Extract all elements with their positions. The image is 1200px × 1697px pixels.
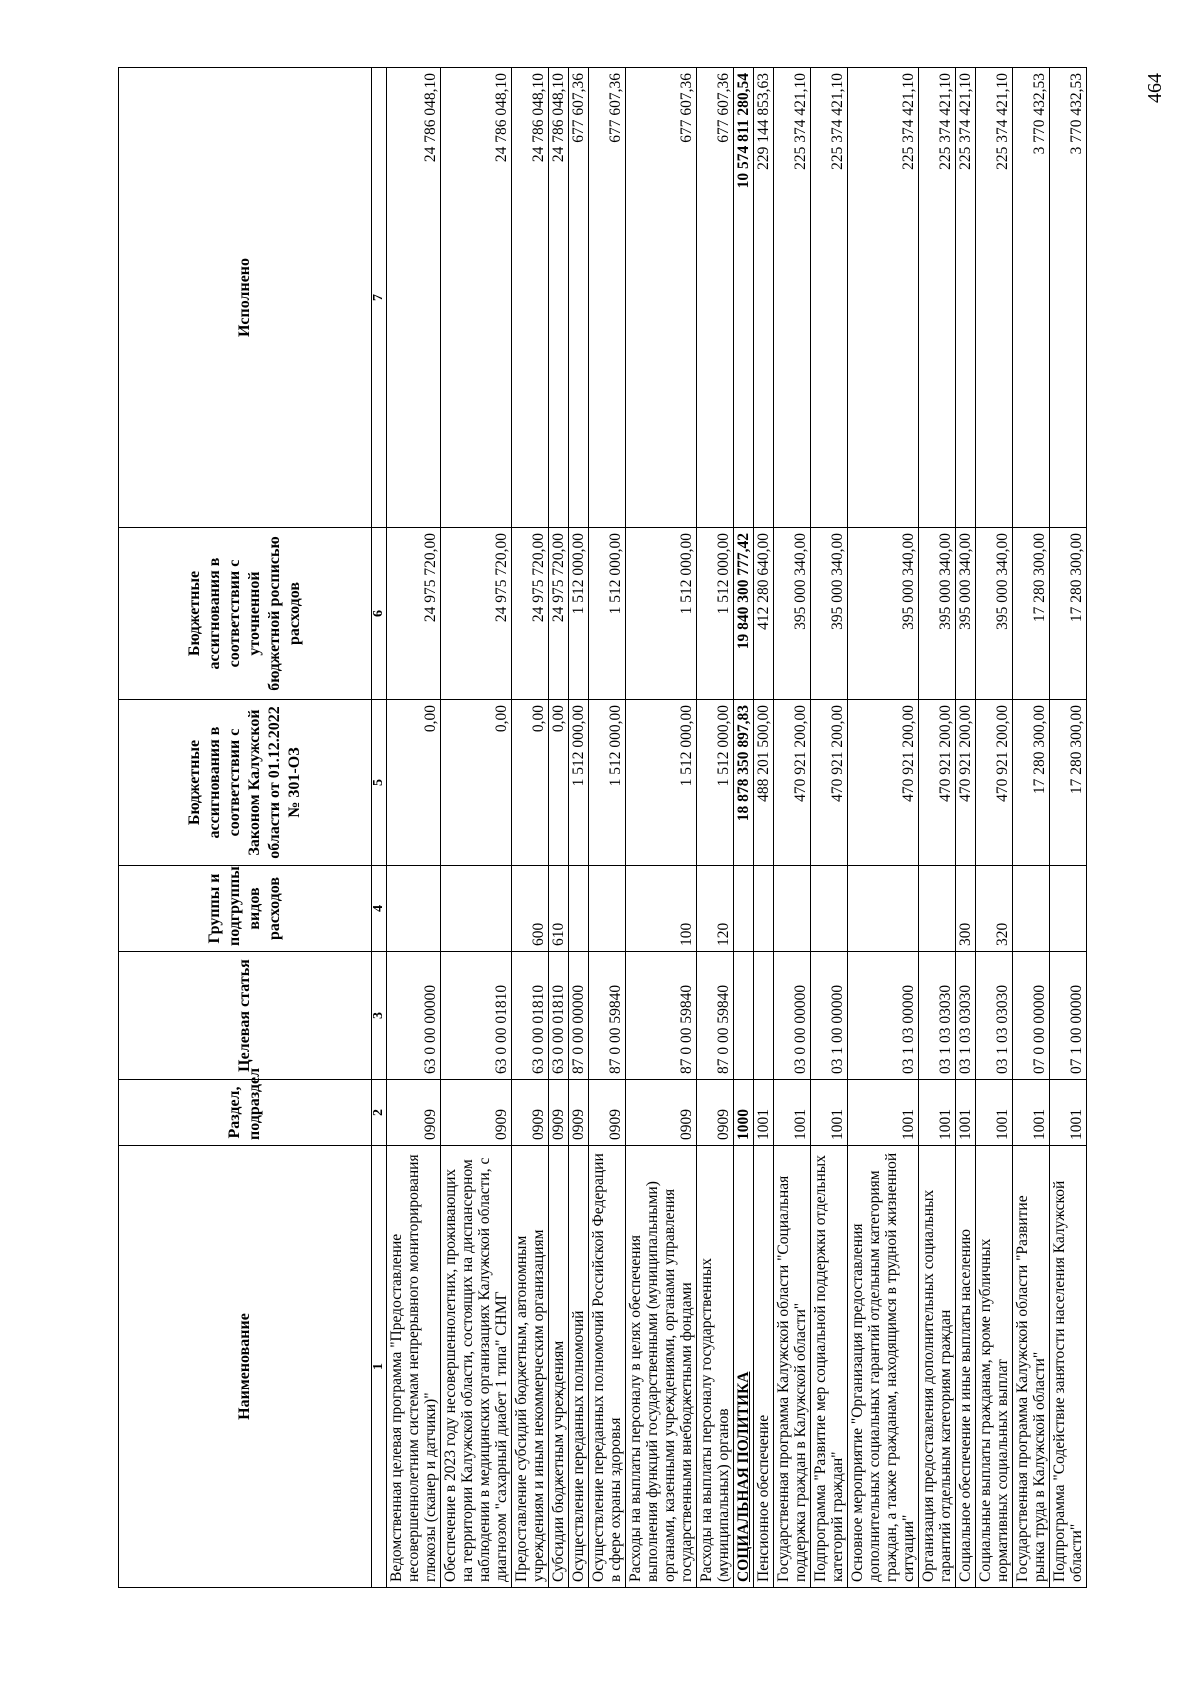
- table-row: [549, 68, 569, 1588]
- table-row: [1050, 68, 1087, 1588]
- row-expense-group: 120: [697, 866, 734, 952]
- row-name: Осуществление переданных полномочий: [569, 1146, 589, 1588]
- row-name: Расходы на выплаты персоналу государственных (муниципальных) органов: [697, 1146, 734, 1588]
- row-section: 1001: [919, 1080, 956, 1146]
- row-name: Государственная программа Калужской области "Социальная поддержка граждан в Калужской области": [774, 1146, 811, 1588]
- row-law-amount: 0,00: [387, 700, 441, 866]
- row-section: 1001: [848, 1080, 919, 1146]
- row-section: 1001: [754, 1080, 774, 1146]
- row-executed-amount: 677 607,36: [697, 68, 734, 528]
- page-number: 464: [1144, 73, 1166, 103]
- row-executed-amount: 3 770 432,53: [1013, 68, 1050, 528]
- row-plan-amount: 395 000 340,00: [848, 528, 919, 700]
- row-expense-group: [811, 866, 848, 952]
- row-executed-amount: 24 786 048,10: [512, 68, 549, 528]
- table-row: [811, 68, 848, 1588]
- row-executed-amount: 225 374 421,10: [976, 68, 1013, 528]
- budget-table: [118, 67, 1087, 1588]
- row-law-amount: 470 921 200,00: [811, 700, 848, 866]
- row-executed-amount: 225 374 421,10: [919, 68, 956, 528]
- row-expense-group: [387, 866, 441, 952]
- row-name: Осуществление переданных полномочий Российской Федерации в сфере охраны здоровья: [589, 1146, 626, 1588]
- row-name: Подпрограмма "Развитие мер социальной поддержки отдельных категорий граждан": [811, 1146, 848, 1588]
- table-row: [774, 68, 811, 1588]
- row-target-article: 03 1 03 03030: [976, 952, 1013, 1080]
- row-section: 0909: [512, 1080, 549, 1146]
- row-plan-amount: 24 975 720,00: [387, 528, 441, 700]
- row-expense-group: 320: [976, 866, 1013, 952]
- col-number: 6: [372, 528, 387, 700]
- row-target-article: 07 1 00 00000: [1050, 952, 1087, 1080]
- row-plan-amount: 395 000 340,00: [976, 528, 1013, 700]
- row-expense-group: [441, 866, 512, 952]
- col-header-name: Наименование: [119, 1146, 372, 1588]
- row-name: Пенсионное обеспечение: [754, 1146, 774, 1588]
- col-header-law: Бюджетные ассигнования в соответствии с Законом Калужской области от 01.12.2022 № 301-ОЗ: [119, 700, 372, 866]
- row-executed-amount: 225 374 421,10: [811, 68, 848, 528]
- row-section: 0909: [549, 1080, 569, 1146]
- row-plan-amount: 1 512 000,00: [697, 528, 734, 700]
- row-section: 1001: [1050, 1080, 1087, 1146]
- row-law-amount: 470 921 200,00: [956, 700, 976, 866]
- row-section: 0909: [387, 1080, 441, 1146]
- row-name: Субсидии бюджетным учреждениям: [549, 1146, 569, 1588]
- row-plan-amount: 1 512 000,00: [626, 528, 697, 700]
- row-law-amount: 470 921 200,00: [919, 700, 956, 866]
- row-name: Социальные выплаты гражданам, кроме публичных нормативных социальных выплат: [976, 1146, 1013, 1588]
- row-expense-group: [1013, 866, 1050, 952]
- row-section: 1001: [976, 1080, 1013, 1146]
- row-target-article: 03 1 03 00000: [848, 952, 919, 1080]
- row-law-amount: 470 921 200,00: [848, 700, 919, 866]
- row-name: Государственная программа Калужской области "Развитие рынка труда в Калужской области": [1013, 1146, 1050, 1588]
- row-plan-amount: 17 280 300,00: [1013, 528, 1050, 700]
- row-executed-amount: 225 374 421,10: [956, 68, 976, 528]
- col-header-section: Раздел, подраздел: [119, 1080, 372, 1146]
- row-name: Расходы на выплаты персоналу в целях обеспечения выполнения функций государственными (муниципальными) органами, казенными учреждениями, органами управления государственными внебюджетными фондами: [626, 1146, 697, 1588]
- row-name: Обеспечение в 2023 году несовершеннолетних, проживающих на территории Калужской области, состоящих на диспансерном наблюдении в медицинских организациях Калужской области, с диагнозом "сахарный диабет 1 типа" СНМГ: [441, 1146, 512, 1588]
- table-row: [626, 68, 697, 1588]
- row-section: 1001: [811, 1080, 848, 1146]
- row-target-article: 07 0 00 00000: [1013, 952, 1050, 1080]
- row-law-amount: 17 280 300,00: [1050, 700, 1087, 866]
- row-executed-amount: 677 607,36: [569, 68, 589, 528]
- row-section: 0909: [626, 1080, 697, 1146]
- row-executed-amount: 3 770 432,53: [1050, 68, 1087, 528]
- row-expense-group: 610: [549, 866, 569, 952]
- row-target-article: 63 0 00 01810: [549, 952, 569, 1080]
- col-number: 4: [372, 866, 387, 952]
- row-expense-group: [1050, 866, 1087, 952]
- row-plan-amount: 1 512 000,00: [589, 528, 626, 700]
- col-header-target: Целевая статья: [119, 952, 372, 1080]
- row-executed-amount: 677 607,36: [626, 68, 697, 528]
- col-number: 2: [372, 1080, 387, 1146]
- row-plan-amount: 19 840 300 777,42: [734, 528, 754, 700]
- row-name: Предоставление субсидий бюджетным, автономным учреждениям и иным некоммерческим организациям: [512, 1146, 549, 1588]
- col-number: 5: [372, 700, 387, 866]
- row-name: Основное мероприятие "Организация предоставления дополнительных социальных гарантий отдельным категориям граждан, а также гражданам, находящимся в трудной жизненной ситуации": [848, 1146, 919, 1588]
- row-name: Ведомственная целевая программа "Предоставление несовершеннолетним системам непрерывного мониторирования глюкозы (сканер и датчики)": [387, 1146, 441, 1588]
- table-row: [956, 68, 976, 1588]
- row-executed-amount: 677 607,36: [589, 68, 626, 528]
- table-row: [441, 68, 512, 1588]
- row-target-article: 87 0 00 59840: [626, 952, 697, 1080]
- row-section: 1001: [956, 1080, 976, 1146]
- row-target-article: 03 1 03 03030: [956, 952, 976, 1080]
- row-plan-amount: 412 280 640,00: [754, 528, 774, 700]
- row-plan-amount: 24 975 720,00: [512, 528, 549, 700]
- row-expense-group: 600: [512, 866, 549, 952]
- row-target-article: 03 0 00 00000: [774, 952, 811, 1080]
- col-number: 1: [372, 1146, 387, 1588]
- row-plan-amount: 395 000 340,00: [919, 528, 956, 700]
- table-row: [387, 68, 441, 1588]
- table-row: [569, 68, 589, 1588]
- col-header-group: Группы и подгруппы видов расходов: [119, 866, 372, 952]
- row-executed-amount: 24 786 048,10: [387, 68, 441, 528]
- row-expense-group: [919, 866, 956, 952]
- row-target-article: 87 0 00 59840: [589, 952, 626, 1080]
- budget-table-page: [118, 68, 1176, 1588]
- row-expense-group: 300: [956, 866, 976, 952]
- row-plan-amount: 24 975 720,00: [549, 528, 569, 700]
- table-header-row: [119, 68, 372, 1588]
- row-law-amount: 0,00: [512, 700, 549, 866]
- row-executed-amount: 225 374 421,10: [848, 68, 919, 528]
- row-target-article: 63 0 00 00000: [387, 952, 441, 1080]
- row-law-amount: 17 280 300,00: [1013, 700, 1050, 866]
- table-row: [1013, 68, 1050, 1588]
- row-law-amount: 470 921 200,00: [976, 700, 1013, 866]
- row-section: 1001: [1013, 1080, 1050, 1146]
- col-header-plan: Бюджетные ассигнования в соответствии с уточненной бюджетной росписью расходов: [119, 528, 372, 700]
- row-executed-amount: 24 786 048,10: [441, 68, 512, 528]
- row-name: Подпрограмма "Содействие занятости населения Калужской области": [1050, 1146, 1087, 1588]
- row-expense-group: [734, 866, 754, 952]
- row-section: 0909: [441, 1080, 512, 1146]
- row-target-article: 03 1 00 00000: [811, 952, 848, 1080]
- row-section: 0909: [697, 1080, 734, 1146]
- row-section: 1001: [774, 1080, 811, 1146]
- row-target-article: 03 1 03 03030: [919, 952, 956, 1080]
- row-expense-group: [589, 866, 626, 952]
- row-executed-amount: 24 786 048,10: [549, 68, 569, 528]
- row-plan-amount: 395 000 340,00: [774, 528, 811, 700]
- row-executed-amount: 225 374 421,10: [774, 68, 811, 528]
- row-target-article: [754, 952, 774, 1080]
- row-executed-amount: 10 574 811 280,54: [734, 68, 754, 528]
- row-expense-group: [848, 866, 919, 952]
- row-section: 0909: [569, 1080, 589, 1146]
- table-row: [697, 68, 734, 1588]
- table-row: [512, 68, 549, 1588]
- row-name: СОЦИАЛЬНАЯ ПОЛИТИКА: [734, 1146, 754, 1588]
- table-row: [589, 68, 626, 1588]
- row-plan-amount: 1 512 000,00: [569, 528, 589, 700]
- row-expense-group: 100: [626, 866, 697, 952]
- row-section: 0909: [589, 1080, 626, 1146]
- row-plan-amount: 395 000 340,00: [956, 528, 976, 700]
- row-target-article: 63 0 00 01810: [512, 952, 549, 1080]
- row-law-amount: 1 512 000,00: [697, 700, 734, 866]
- table-row: [976, 68, 1013, 1588]
- row-plan-amount: 395 000 340,00: [811, 528, 848, 700]
- row-target-article: 63 0 00 01810: [441, 952, 512, 1080]
- row-name: Социальное обеспечение и иные выплаты населению: [956, 1146, 976, 1588]
- col-number: 7: [372, 68, 387, 528]
- col-header-done: Исполнено: [119, 68, 372, 528]
- row-name: Организация предоставления дополнительных социальных гарантий отдельным категориям граждан: [919, 1146, 956, 1588]
- row-law-amount: 1 512 000,00: [589, 700, 626, 866]
- table-row: [754, 68, 774, 1588]
- row-expense-group: [569, 866, 589, 952]
- row-plan-amount: 17 280 300,00: [1050, 528, 1087, 700]
- row-target-article: [734, 952, 754, 1080]
- row-executed-amount: 229 144 853,63: [754, 68, 774, 528]
- row-law-amount: 1 512 000,00: [569, 700, 589, 866]
- row-law-amount: 0,00: [441, 700, 512, 866]
- row-law-amount: 0,00: [549, 700, 569, 866]
- table-row: [848, 68, 919, 1588]
- column-number-row: [372, 68, 387, 1588]
- row-law-amount: 18 878 350 897,83: [734, 700, 754, 866]
- row-expense-group: [774, 866, 811, 952]
- row-target-article: 87 0 00 00000: [569, 952, 589, 1080]
- table-row: [734, 68, 754, 1588]
- row-law-amount: 470 921 200,00: [774, 700, 811, 866]
- row-target-article: 87 0 00 59840: [697, 952, 734, 1080]
- row-law-amount: 1 512 000,00: [626, 700, 697, 866]
- table-row: [919, 68, 956, 1588]
- col-number: 3: [372, 952, 387, 1080]
- row-law-amount: 488 201 500,00: [754, 700, 774, 866]
- row-section: 1000: [734, 1080, 754, 1146]
- row-plan-amount: 24 975 720,00: [441, 528, 512, 700]
- row-expense-group: [754, 866, 774, 952]
